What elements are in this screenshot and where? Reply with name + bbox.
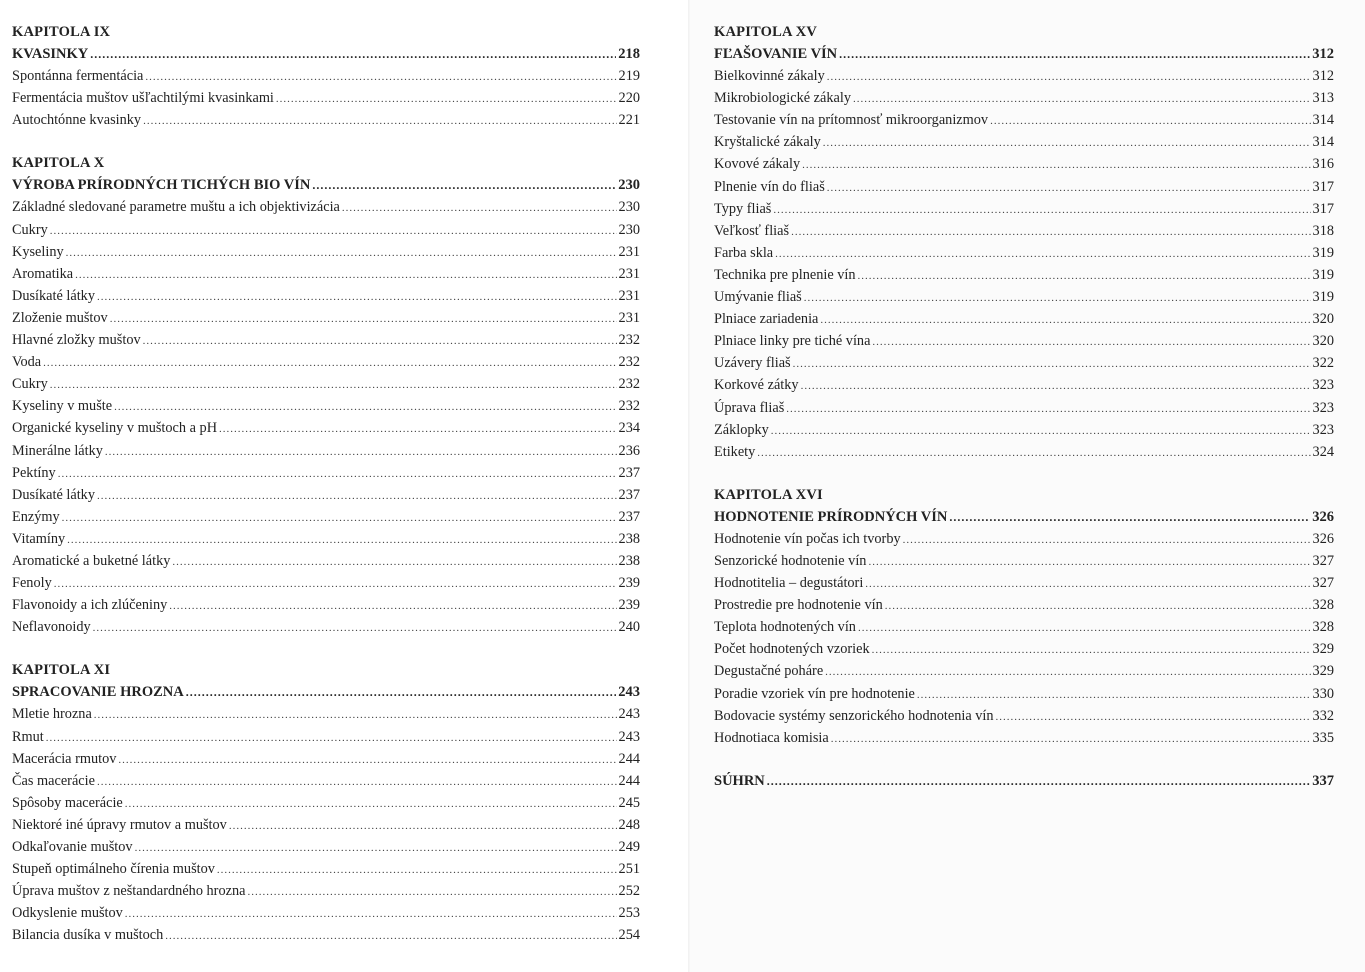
dot-leader [791,221,1310,243]
chapter-page-number: 326 [1312,508,1334,525]
toc-entry[interactable] [12,241,640,263]
toc-entry-page-number: 327 [1312,575,1334,592]
dot-leader [903,529,1311,551]
toc-entry-page-number: 220 [618,90,640,107]
toc-entry-title: Uzávery fliaš [714,355,791,372]
chapter-title-row[interactable] [12,43,640,65]
dot-leader [786,398,1310,420]
toc-entry[interactable] [12,770,640,792]
dot-leader [172,551,616,573]
toc-entry-title: Úprava muštov z neštandardného hrozna [12,883,246,900]
toc-entry-title: Hodnotitelia – degustátori [714,575,864,592]
toc-entry[interactable] [12,748,640,770]
toc-entry-page-number: 244 [618,772,640,789]
chapter-section [714,21,1334,463]
toc-entry-page-number: 244 [618,750,640,767]
toc-entry-title: Etikety [714,443,756,460]
toc-entry[interactable] [12,880,640,902]
toc-entry-title: Hodnotenie vín počas ich tvorby [714,530,901,547]
dot-leader [865,573,1310,595]
toc-entry[interactable] [714,176,1334,198]
dot-leader [342,197,617,219]
toc-entry-title: Záklopky [714,421,769,438]
toc-entry[interactable] [12,395,640,417]
toc-entry-page-number: 232 [618,354,640,371]
dot-leader [62,507,617,529]
toc-entry[interactable] [714,550,1334,572]
toc-entry-page-number: 219 [618,68,640,85]
toc-entry-page-number: 239 [618,597,640,614]
toc-entry[interactable] [714,286,1334,308]
toc-entry-page-number: 327 [1312,552,1334,569]
toc-entry[interactable] [714,198,1334,220]
toc-entry-page-number: 319 [1312,289,1334,306]
toc-entry[interactable] [12,594,640,616]
toc-entry-title: Neflavonoidy [12,619,91,636]
toc-entry-page-number: 323 [1312,421,1334,438]
toc-entry-page-number: 318 [1312,222,1334,239]
toc-entry[interactable] [714,616,1334,638]
dot-leader [827,177,1311,199]
chapter-title-row[interactable] [714,770,1334,792]
toc-entry-title: Farba skla [714,244,774,261]
toc-list-right [714,21,1334,813]
toc-entry[interactable] [714,220,1334,242]
dot-leader [771,420,1311,442]
dot-leader [868,551,1310,573]
toc-entry-page-number: 313 [1312,90,1334,107]
toc-entry-title: Prostredie pre hodnotenie vín [714,597,883,614]
toc-entry-title: Minerálne látky [12,442,103,459]
toc-entry[interactable] [12,484,640,506]
toc-entry-page-number: 248 [618,816,640,833]
chapter-page-number: 230 [618,177,640,194]
toc-entry-page-number: 335 [1312,729,1334,746]
toc-entry[interactable] [12,307,640,329]
dot-leader [135,837,617,859]
toc-entry-title: Kyseliny [12,243,64,260]
toc-entry-page-number: 238 [618,530,640,547]
chapter-section [714,770,1334,792]
dot-leader [58,463,617,485]
chapter-section [714,484,1334,749]
dot-leader [872,639,1311,661]
toc-entry-title: Typy fliaš [714,200,772,217]
toc-entry-title: Počet hodnotených vzoriek [714,641,870,658]
dot-leader [831,728,1311,750]
toc-entry-page-number: 320 [1312,333,1334,350]
toc-entry-page-number: 323 [1312,377,1334,394]
dot-leader [46,727,617,749]
toc-entry[interactable] [714,109,1334,131]
toc-entry[interactable] [12,703,640,725]
toc-entry-title: Bodovacie systémy senzorického hodnotenia vín [714,707,994,724]
dot-leader [114,396,616,418]
dot-leader [66,242,617,264]
toc-entry-title: Flavonoidy a ich zlúčeniny [12,597,168,614]
chapter-title: HODNOTENIE PRÍRODNÝCH VÍN [714,508,948,525]
toc-entry-page-number: 232 [618,398,640,415]
dot-leader [917,684,1311,706]
toc-entry-page-number: 317 [1312,178,1334,195]
toc-entry[interactable] [714,65,1334,87]
toc-entry-title: Aromatické a buketné látky [12,552,171,569]
toc-entry-title: Fenoly [12,575,52,592]
dot-leader [802,154,1310,176]
toc-entry-page-number: 236 [618,442,640,459]
toc-entry-title: Hlavné zložky muštov [12,332,141,349]
toc-entry-title: Kovové zákaly [714,156,801,173]
toc-entry[interactable] [714,727,1334,749]
dot-leader [143,110,616,132]
toc-entry-title: Kryštalické zákaly [714,134,821,151]
toc-entry[interactable] [12,506,640,528]
chapter-page-number: 312 [1312,46,1334,62]
toc-entry[interactable] [714,264,1334,286]
dot-leader [165,925,616,947]
toc-entry[interactable] [714,572,1334,594]
dot-leader [885,595,1311,617]
dot-leader [145,66,616,88]
toc-entry-page-number: 329 [1312,663,1334,680]
toc-entry-title: Organické kyseliny v muštoch a pH [12,420,218,437]
dot-leader [775,243,1310,265]
chapter-title-row[interactable] [12,681,640,703]
toc-entry-page-number: 231 [618,243,640,260]
toc-entry-title: Rmut [12,728,44,745]
toc-entry-page-number: 243 [618,706,640,723]
dot-leader [93,617,617,639]
chapter-section [12,21,640,131]
chapter-label: KAPITOLA XVI [714,486,823,503]
dot-leader [804,287,1311,309]
toc-entry[interactable] [714,594,1334,616]
toc-entry-title: Cukry [12,376,48,393]
toc-entry[interactable] [12,417,640,439]
toc-entry-title: Dusíkaté látky [12,287,95,304]
toc-entry[interactable] [714,638,1334,660]
toc-entry[interactable] [12,219,640,241]
toc-entry[interactable] [12,329,640,351]
toc-entry[interactable] [714,660,1334,682]
dot-leader [801,375,1311,397]
dot-leader [757,442,1310,464]
right-page [690,0,1365,972]
toc-entry-page-number: 324 [1312,443,1334,460]
toc-entry[interactable] [714,308,1334,330]
toc-entry-title: Spôsoby macerácie [12,794,123,811]
toc-entry[interactable] [12,285,640,307]
dot-leader [820,309,1310,331]
toc-entry[interactable] [12,65,640,87]
toc-entry-title: Umývanie fliaš [714,289,802,306]
toc-entry-page-number: 249 [618,839,640,855]
toc-entry-title: Plniace linky pre tiché vína [714,333,871,350]
chapter-label: KAPITOLA X [12,155,105,172]
dot-leader [97,286,617,308]
dot-leader [67,529,616,551]
dot-leader [839,43,1310,65]
toc-entry[interactable] [12,263,640,285]
dot-leader [229,815,617,837]
dot-leader [767,770,1310,792]
dot-leader [105,441,617,463]
toc-entry[interactable] [714,397,1334,419]
chapter-title-row[interactable] [12,174,640,196]
toc-entry-title: Stupeň optimálneho čírenia muštov [12,861,215,878]
toc-entry[interactable] [12,109,640,131]
chapter-label: KAPITOLA IX [12,24,111,40]
chapter-page-number: 243 [618,684,640,701]
toc-entry[interactable] [714,330,1334,352]
toc-entry-page-number: 238 [618,552,640,569]
toc-entry[interactable] [12,792,640,814]
chapter-title: SÚHRN [714,772,765,789]
toc-entry[interactable] [714,528,1334,550]
chapter-title: FĽAŠOVANIE VÍN [714,46,838,62]
toc-entry-title: Úprava fliaš [714,399,785,416]
toc-entry[interactable] [12,572,640,594]
toc-entry-title: Vitamíny [12,530,66,547]
dot-leader [94,704,617,726]
toc-entry[interactable] [714,153,1334,175]
toc-entry-page-number: 326 [1312,530,1334,547]
toc-entry[interactable] [12,814,640,836]
toc-entry[interactable] [714,352,1334,374]
toc-entry[interactable] [12,902,640,924]
dot-leader [823,132,1311,154]
chapter-title-row[interactable] [714,43,1334,65]
toc-entry-title: Senzorické hodnotenie vín [714,552,867,569]
toc-entry-title: Mletie hrozna [12,706,92,723]
toc-entry-title: Odkyslenie muštov [12,905,123,922]
chapter-section [12,152,640,638]
dot-leader [872,331,1310,353]
toc-entry-page-number: 330 [1312,685,1334,702]
dot-leader [90,43,616,65]
toc-entry-page-number: 314 [1312,112,1334,129]
toc-entry-title: Základné sledované parametre muštu a ich objektivizácia [12,199,340,216]
dot-leader [949,506,1310,528]
dot-leader [110,308,617,330]
dot-leader [169,595,616,617]
dot-leader [54,573,617,595]
toc-entry[interactable] [12,616,640,638]
toc-entry-page-number: 234 [618,420,640,437]
toc-entry-title: Mikrobiologické zákaly [714,90,851,107]
toc-entry-title: Cukry [12,221,48,238]
toc-entry[interactable] [714,87,1334,109]
dot-leader [247,881,616,903]
toc-entry-page-number: 243 [618,728,640,745]
toc-entry-page-number: 328 [1312,597,1334,614]
dot-leader [990,110,1310,132]
chapter-title: VÝROBA PRÍRODNÝCH TICHÝCH BIO VÍN [12,177,311,194]
toc-entry-page-number: 232 [618,332,640,349]
dot-leader [858,265,1311,287]
dot-leader [186,681,617,703]
dot-leader [219,418,617,440]
dot-leader [853,88,1311,110]
toc-entry-page-number: 237 [618,508,640,525]
toc-entry[interactable] [12,726,640,748]
toc-entry-title: Kyseliny v mušte [12,398,113,415]
toc-entry-title: Bilancia dusíka v muštoch [12,927,164,944]
toc-entry-title: Aromatika [12,265,74,282]
chapter-title: KVASINKY [12,46,89,62]
toc-entry-page-number: 322 [1312,355,1334,372]
toc-entry-page-number: 230 [618,221,640,238]
toc-entry-page-number: 237 [618,464,640,481]
toc-entry-title: Autochtónne kvasinky [12,112,142,129]
toc-entry-title: Odkaľovanie muštov [12,839,133,855]
toc-entry-title: Poradie vzoriek vín pre hodnotenie [714,685,915,702]
dot-leader [793,353,1311,375]
toc-entry-title: Hodnotiaca komisia [714,729,829,746]
toc-entry[interactable] [714,683,1334,705]
toc-entry-page-number: 254 [618,927,640,944]
toc-entry[interactable] [714,131,1334,153]
dot-leader [996,706,1311,728]
chapter-title-row[interactable] [714,506,1334,528]
toc-entry-title: Zloženie muštov [12,309,108,326]
dot-leader [125,793,617,815]
dot-leader [825,661,1310,683]
toc-entry-title: Spontánna fermentácia [12,68,144,85]
toc-entry-page-number: 320 [1312,311,1334,328]
toc-entry[interactable] [12,836,640,858]
chapter-label: KAPITOLA XI [12,662,111,679]
chapter-title: SPRACOVANIE HROZNA [12,684,184,701]
toc-entry-page-number: 319 [1312,244,1334,261]
toc-entry[interactable] [12,528,640,550]
toc-entry-page-number: 251 [618,861,640,878]
toc-entry-title: Enzýmy [12,508,60,525]
toc-entry-page-number: 230 [618,199,640,216]
toc-entry-page-number: 231 [618,265,640,282]
toc-entry[interactable] [12,87,640,109]
dot-leader [50,220,617,242]
toc-entry[interactable] [714,242,1334,264]
toc-entry-title: Degustačné poháre [714,663,824,680]
toc-entry[interactable] [714,705,1334,727]
toc-entry-title: Niektoré iné úpravy rmutov a muštov [12,816,227,833]
toc-list-left [12,21,640,967]
toc-entry-page-number: 231 [618,287,640,304]
toc-entry-page-number: 232 [618,376,640,393]
toc-entry-title: Veľkosť fliaš [714,222,790,239]
dot-leader [312,174,616,196]
toc-entry-page-number: 323 [1312,399,1334,416]
toc-entry-page-number: 252 [618,883,640,900]
toc-entry-page-number: 314 [1312,134,1334,151]
toc-entry-page-number: 332 [1312,707,1334,724]
toc-entry-page-number: 317 [1312,200,1334,217]
toc-entry[interactable] [12,462,640,484]
toc-entry-title: Voda [12,354,42,371]
toc-entry[interactable] [714,441,1334,463]
toc-entry-title: Plnenie vín do fliaš [714,178,825,195]
dot-leader [43,352,616,374]
dot-leader [50,374,617,396]
toc-entry[interactable] [12,351,640,373]
toc-entry-title: Čas macerácie [12,772,95,789]
toc-entry[interactable] [12,440,640,462]
dot-leader [276,88,617,110]
toc-entry[interactable] [12,196,640,218]
toc-entry-title: Bielkovinné zákaly [714,68,825,85]
chapter-label: KAPITOLA XV [714,24,818,40]
toc-entry-page-number: 328 [1312,619,1334,636]
chapter-section [12,659,640,946]
toc-entry-page-number: 245 [618,794,640,811]
dot-leader [143,330,617,352]
dot-leader [125,903,617,925]
toc-entry-title: Plniace zariadenia [714,311,819,328]
toc-entry[interactable] [714,419,1334,441]
toc-entry-title: Fermentácia muštov ušľachtilými kvasinkami [12,90,274,107]
toc-entry[interactable] [12,924,640,946]
toc-entry-title: Macerácia rmutov [12,750,117,767]
toc-entry[interactable] [12,550,640,572]
toc-entry-title: Pektíny [12,464,56,481]
dot-leader [773,199,1310,221]
dot-leader [118,749,616,771]
chapter-page-number: 337 [1312,772,1334,789]
toc-entry[interactable] [12,373,640,395]
toc-entry-title: Technika pre plnenie vín [714,266,856,283]
toc-entry-page-number: 221 [618,112,640,129]
dot-leader [97,771,617,793]
chapter-page-number: 218 [618,46,640,62]
toc-entry-title: Testovanie vín na prítomnosť mikroorganizmov [714,112,989,129]
toc-entry-page-number: 316 [1312,156,1334,173]
dot-leader [827,66,1311,88]
toc-entry-page-number: 240 [618,619,640,636]
toc-entry-page-number: 329 [1312,641,1334,658]
toc-entry-title: Teplota hodnotených vín [714,619,856,636]
toc-entry-page-number: 312 [1312,68,1334,85]
dot-leader [217,859,617,881]
dot-leader [75,264,616,286]
dot-leader [858,617,1311,639]
toc-entry-page-number: 237 [618,486,640,503]
dot-leader [97,485,617,507]
toc-entry-title: Dusíkaté látky [12,486,95,503]
toc-entry-page-number: 253 [618,905,640,922]
toc-entry-page-number: 319 [1312,266,1334,283]
toc-entry[interactable] [714,374,1334,396]
toc-entry-title: Korkové zátky [714,377,799,394]
toc-entry-page-number: 239 [618,575,640,592]
toc-entry-page-number: 231 [618,309,640,326]
toc-entry[interactable] [12,858,640,880]
